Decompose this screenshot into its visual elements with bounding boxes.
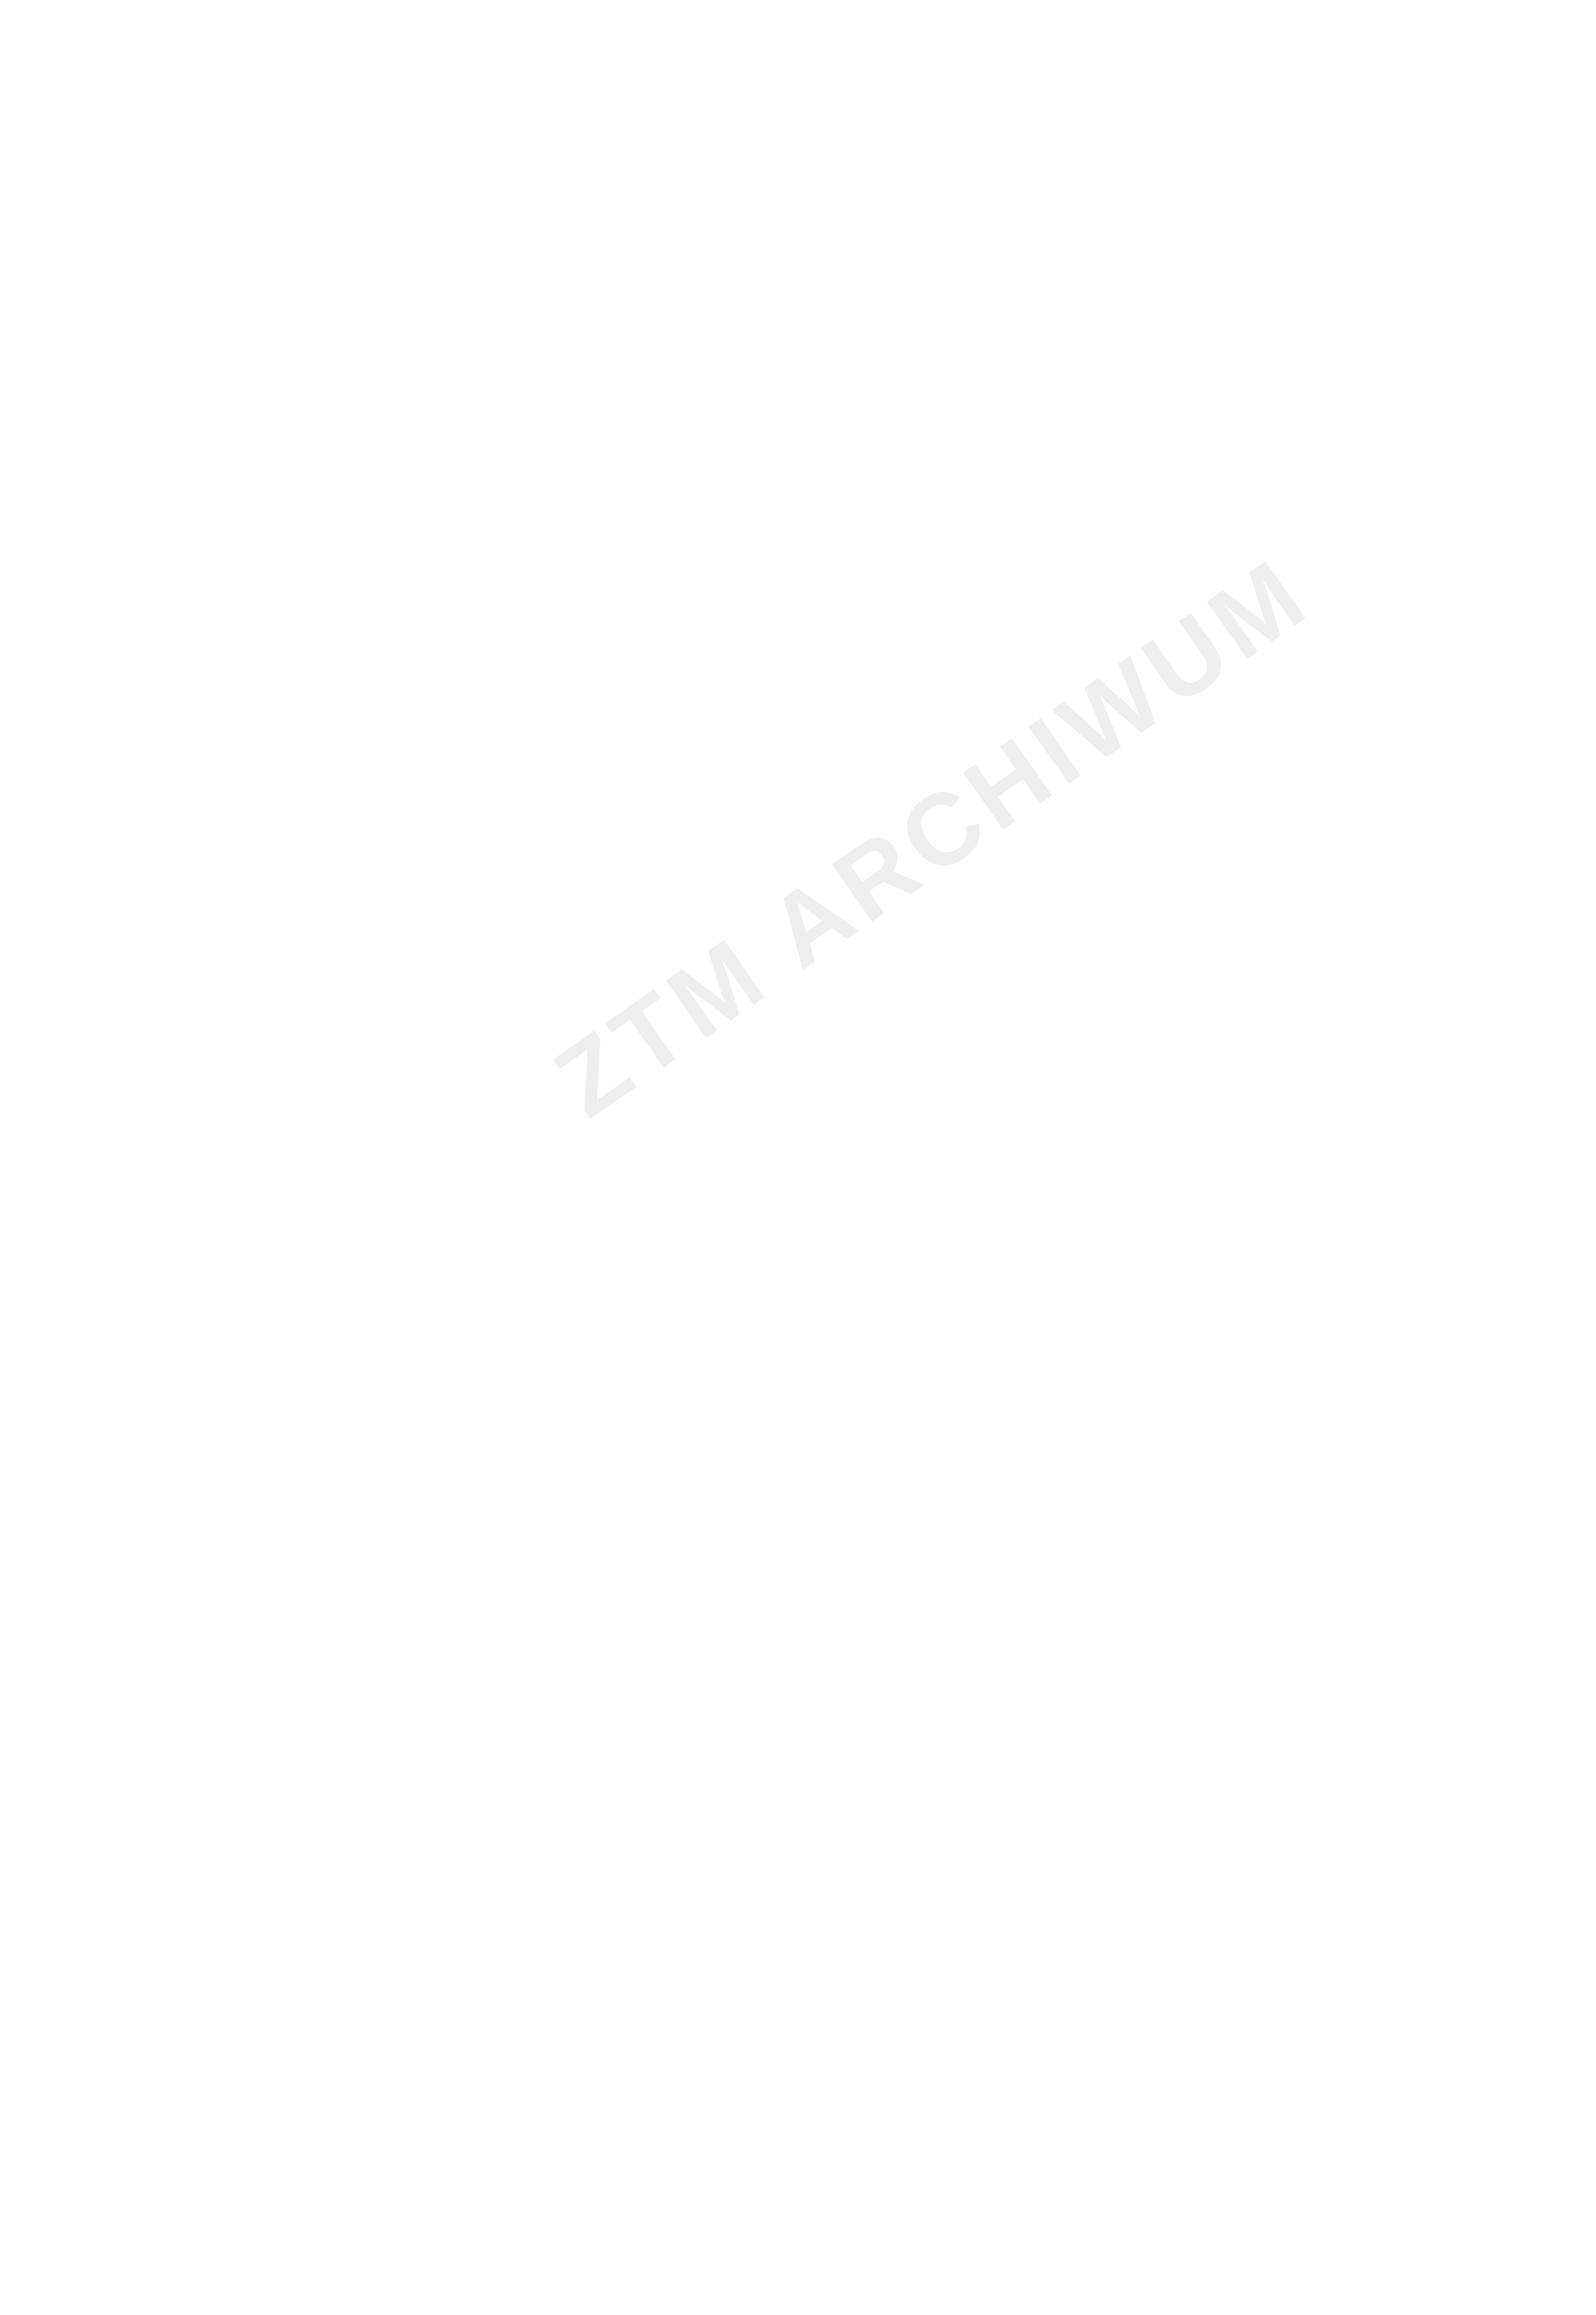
bottom-sheet [0, 1178, 1596, 2315]
watermark-stamp: ZTM ARCHIWUM [535, 535, 1329, 1139]
